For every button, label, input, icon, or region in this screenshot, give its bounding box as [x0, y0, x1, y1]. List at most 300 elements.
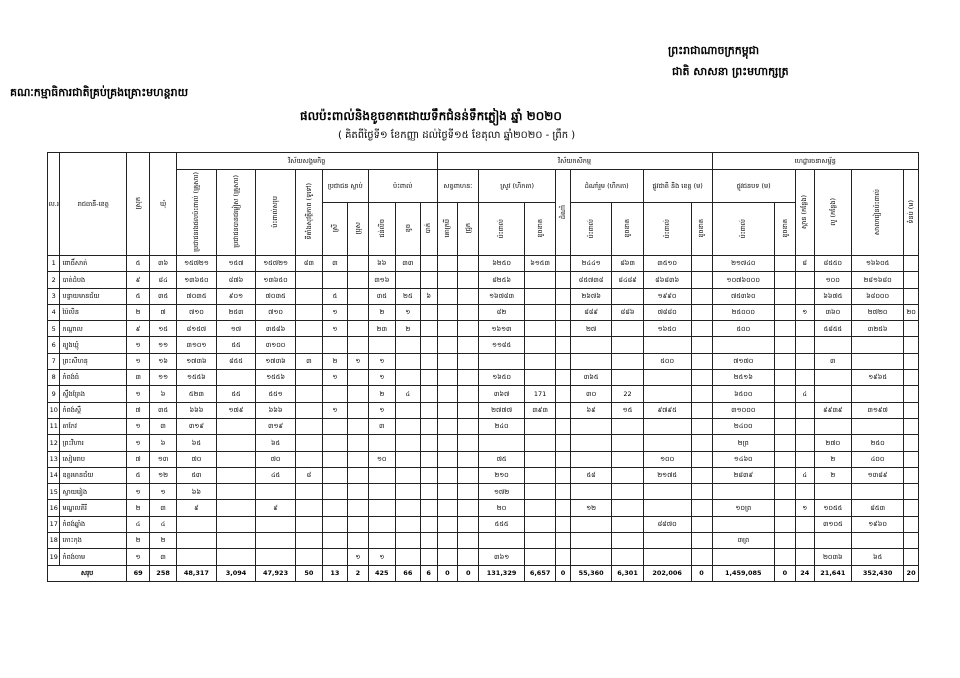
row-number: 15 — [48, 484, 60, 500]
table-cell — [904, 451, 919, 467]
table-cell — [556, 288, 571, 304]
table-cell: ៣ — [150, 418, 177, 434]
table-cell — [775, 386, 796, 402]
table-cell: ៥០០ — [712, 321, 774, 337]
rural-road-damaged-header: ខូចខាត — [775, 203, 796, 256]
table-cell — [524, 353, 555, 369]
table-cell — [437, 418, 458, 434]
table-cell — [852, 533, 904, 549]
table-cell: ២៧ — [570, 321, 612, 337]
rice-header: ស្រូវ (ហិកតា) — [479, 170, 556, 203]
table-cell — [347, 337, 368, 353]
table-cell: ៩៧៩៥ — [643, 402, 691, 418]
table-cell: ២ — [395, 321, 420, 337]
table-cell — [347, 533, 368, 549]
table-cell: ១៦៧៨៣ — [479, 288, 525, 304]
table-cell: ២ — [368, 304, 395, 320]
table-cell — [322, 272, 347, 288]
table-cell — [775, 549, 796, 565]
table-cell — [814, 418, 851, 434]
table-cell — [570, 337, 612, 353]
table-cell — [216, 533, 256, 549]
table-cell — [904, 516, 919, 532]
province-name: ព្រះវិហារ — [60, 435, 127, 451]
table-cell — [395, 418, 420, 434]
table-cell — [524, 337, 555, 353]
table-cell — [295, 418, 322, 434]
total-cell: 3,094 — [216, 565, 256, 581]
male-header: ស្រី — [322, 203, 347, 256]
table-cell — [904, 288, 919, 304]
table-cell: ២ — [127, 500, 150, 516]
table-cell — [347, 451, 368, 467]
table-cell — [458, 256, 479, 272]
table-cell: ១៧២ — [479, 484, 525, 500]
table-cell — [458, 402, 479, 418]
table-cell — [524, 321, 555, 337]
table-cell — [437, 386, 458, 402]
table-row — [48, 402, 919, 418]
shelters-header: ទីតាំងសុវត្ថិភាព (ទូទៅ) — [295, 170, 322, 256]
table-cell: ៧៥ — [479, 451, 525, 467]
table-cell — [556, 516, 571, 532]
table-cell — [479, 533, 525, 549]
table-cell: ៦៦ — [177, 484, 217, 500]
table-cell — [420, 353, 437, 369]
table-cell: ១៥៧២១ — [177, 256, 217, 272]
table-cell: ២៥១៦ — [712, 370, 774, 386]
table-cell — [814, 533, 851, 549]
table-cell: ៥៣ — [177, 467, 217, 483]
table-cell: ១៣ — [150, 451, 177, 467]
table-row — [48, 272, 919, 288]
col-district-header: ស្រុក — [127, 153, 150, 256]
table-cell: ៩ — [256, 500, 296, 516]
table-cell — [395, 353, 420, 369]
table-cell — [795, 533, 814, 549]
table-cell: ៣ — [814, 353, 851, 369]
families-evacuated-header: ប្រជាជនបានជម្លៀស (គ្រួសារ) — [216, 170, 256, 256]
table-cell — [216, 484, 256, 500]
document-subtitle: ( គិតពីថ្ងៃទី១ ខែកញ្ញា ដល់ថ្ងៃទី១៥ ខែតុលា ឆ្នាំ២០២០ - ព្រឹក ) — [338, 130, 576, 141]
table-cell — [420, 435, 437, 451]
table-cell: ៧១០ — [256, 304, 296, 320]
table-cell — [691, 386, 712, 402]
total-row — [48, 565, 919, 581]
table-cell — [458, 435, 479, 451]
row-number: 16 — [48, 500, 60, 516]
table-cell: ១ — [150, 484, 177, 500]
table-cell: ៨២ — [479, 304, 525, 320]
table-cell — [216, 451, 256, 467]
table-cell — [775, 516, 796, 532]
table-cell — [775, 337, 796, 353]
province-name: ស្ទឹងត្រែង — [60, 386, 127, 402]
table-cell — [691, 337, 712, 353]
table-cell — [395, 337, 420, 353]
table-cell — [904, 272, 919, 288]
table-cell — [295, 337, 322, 353]
table-cell: ៥៥ — [216, 337, 256, 353]
table-cell: ៣១៩ — [177, 418, 217, 434]
total-cell: 21,641 — [814, 565, 851, 581]
province-name: កំពង់ចាម — [60, 549, 127, 565]
table-cell — [347, 418, 368, 434]
table-cell: ១១ — [150, 370, 177, 386]
table-cell — [458, 353, 479, 369]
table-cell: ២៧៧៧ — [479, 402, 525, 418]
table-cell — [612, 484, 643, 500]
table-cell — [437, 256, 458, 272]
table-row — [48, 500, 919, 516]
table-cell: ១ — [368, 353, 395, 369]
table-cell: ៦៩ — [570, 402, 612, 418]
table-cell — [322, 467, 347, 483]
table-cell — [524, 435, 555, 451]
table-cell — [691, 516, 712, 532]
table-cell — [295, 370, 322, 386]
table-cell — [458, 370, 479, 386]
table-row — [48, 304, 919, 320]
row-number: 10 — [48, 402, 60, 418]
table-cell — [437, 402, 458, 418]
table-cell: ៨៦៨៣៦ — [643, 272, 691, 288]
table-cell: ៣១៩ — [256, 418, 296, 434]
table-cell — [570, 484, 612, 500]
table-cell — [852, 418, 904, 434]
table-cell — [458, 418, 479, 434]
table-cell: ៦៥ — [852, 549, 904, 565]
house-flooded-header: ជន់លិច — [368, 203, 395, 256]
table-cell: ៨៦៣ — [612, 256, 643, 272]
table-cell — [347, 256, 368, 272]
table-cell — [458, 288, 479, 304]
table-cell — [479, 435, 525, 451]
table-cell: ៧៨៨០ — [643, 304, 691, 320]
table-cell — [524, 500, 555, 516]
table-cell — [524, 304, 555, 320]
families-affected-header: ប្រជាជនរងផលប៉ះពាល់ (គ្រួសារ) — [177, 170, 217, 256]
table-cell — [852, 484, 904, 500]
table-cell — [322, 500, 347, 516]
deaths-header: ប្រជាជន ស្លាប់ — [322, 170, 368, 203]
table-cell: ២៧២០ — [852, 304, 904, 320]
province-name: កំពង់ធំ — [60, 370, 127, 386]
total-cell: 0 — [691, 565, 712, 581]
table-cell — [395, 549, 420, 565]
table-cell — [420, 386, 437, 402]
table-cell — [437, 484, 458, 500]
table-cell — [347, 386, 368, 402]
table-cell: ៩០១ — [216, 288, 256, 304]
table-cell: ២៥៣ — [216, 304, 256, 320]
table-cell — [524, 272, 555, 288]
table-row — [48, 353, 919, 369]
table-cell — [691, 288, 712, 304]
table-cell — [775, 304, 796, 320]
table-cell — [795, 272, 814, 288]
table-row — [48, 256, 919, 272]
table-cell: ១ — [322, 321, 347, 337]
table-cell — [775, 321, 796, 337]
table-row — [48, 451, 919, 467]
table-cell: ៦៦៦ — [256, 402, 296, 418]
table-cell — [570, 533, 612, 549]
table-cell: ១១ — [150, 337, 177, 353]
table-cell — [570, 549, 612, 565]
table-cell — [437, 549, 458, 565]
table-cell: ១ — [322, 370, 347, 386]
table-cell — [643, 386, 691, 402]
table-cell: ២៤០ — [479, 418, 525, 434]
table-cell — [395, 516, 420, 532]
table-cell — [368, 337, 395, 353]
table-cell — [775, 256, 796, 272]
table-cell: ១០ព្រ — [712, 500, 774, 516]
table-cell: ១៥៥៦ — [256, 370, 296, 386]
total-cell: 20 — [904, 565, 919, 581]
table-cell: ១ — [322, 304, 347, 320]
document-title: ផលប៉ះពាល់និងខូចខាតដោយទឹកជំនន់ទឹកភ្លៀង ឆ្នាំ ២០២០ — [300, 109, 562, 123]
table-cell: ៩ — [177, 500, 217, 516]
table-cell — [570, 516, 612, 532]
table-cell — [437, 435, 458, 451]
table-cell: ៧១០ — [177, 304, 217, 320]
table-cell — [420, 516, 437, 532]
total-cell: 6 — [420, 565, 437, 581]
table-cell: ១៥៥៦ — [177, 370, 217, 386]
table-cell — [691, 353, 712, 369]
table-cell — [395, 533, 420, 549]
table-cell — [177, 533, 217, 549]
table-cell: ៨៥៥០ — [814, 256, 851, 272]
table-cell — [368, 533, 395, 549]
agriculture-sector-header: វិស័យកសិកម្ម — [437, 153, 712, 170]
table-cell: ៧០៣៥ — [256, 288, 296, 304]
province-name: កំពង់ស្ពឺ — [60, 402, 127, 418]
table-cell — [295, 533, 322, 549]
total-cell: 131,329 — [479, 565, 525, 581]
table-cell — [395, 467, 420, 483]
table-cell: ៨៣ — [295, 256, 322, 272]
table-cell: ១ — [395, 304, 420, 320]
table-cell — [216, 370, 256, 386]
table-cell — [437, 288, 458, 304]
social-sector-header: វិស័យសង្គមកិច្ច — [177, 153, 437, 170]
rice-damaged-header: ខូចខាត — [524, 203, 555, 256]
table-cell: ៨៥៧៣៨ — [570, 272, 612, 288]
table-cell — [904, 402, 919, 418]
table-cell — [395, 370, 420, 386]
table-cell — [322, 435, 347, 451]
table-cell — [295, 516, 322, 532]
table-cell — [612, 533, 643, 549]
table-cell — [216, 516, 256, 532]
table-cell — [322, 516, 347, 532]
table-cell: ៦៦ — [368, 256, 395, 272]
table-cell — [775, 467, 796, 483]
table-cell — [556, 304, 571, 320]
table-cell: ៣ — [322, 256, 347, 272]
table-row — [48, 418, 919, 434]
table-cell: ១០០ — [814, 272, 851, 288]
table-cell — [795, 370, 814, 386]
table-cell — [852, 337, 904, 353]
table-cell: ៧ — [127, 451, 150, 467]
committee-name: គណៈកម្មាធិការជាតិគ្រប់គ្រងគ្រោះមហន្តរាយ — [10, 86, 189, 99]
table-cell: ៧០ — [256, 451, 296, 467]
table-cell — [458, 516, 479, 532]
table-cell — [368, 435, 395, 451]
table-cell: ២១៧៤០ — [712, 256, 774, 272]
table-cell — [691, 272, 712, 288]
table-cell: ២៤៤១ — [570, 256, 612, 272]
national-road-affected-header: ប៉ះពាល់ — [643, 203, 691, 256]
table-cell: ១ — [368, 370, 395, 386]
table-row — [48, 533, 919, 549]
table-cell: ៨៧៦ — [216, 272, 256, 288]
table-cell — [556, 549, 571, 565]
table-cell — [524, 484, 555, 500]
table-cell — [612, 418, 643, 434]
table-cell: ១២ — [570, 500, 612, 516]
table-cell: ១០០ — [643, 451, 691, 467]
table-cell — [556, 467, 571, 483]
table-cell: ៨៤៨៩ — [612, 272, 643, 288]
table-cell: ៣៦៥ — [570, 370, 612, 386]
table-cell: ១៧ — [216, 321, 256, 337]
table-cell — [524, 418, 555, 434]
pig-header: ជ្រូក — [458, 203, 479, 256]
table-cell — [775, 288, 796, 304]
table-cell: ៣ — [150, 549, 177, 565]
table-cell: ១ — [368, 402, 395, 418]
table-cell — [420, 500, 437, 516]
table-cell — [814, 386, 851, 402]
table-cell: ២៤០០ — [712, 418, 774, 434]
province-name: ស្វាយរៀង — [60, 484, 127, 500]
table-cell — [368, 516, 395, 532]
table-cell: ៣៦ — [150, 256, 177, 272]
table-cell — [347, 304, 368, 320]
table-cell — [322, 549, 347, 565]
table-cell: ៣៥៨៦ — [256, 321, 296, 337]
table-cell: ១០៧៦០០០ — [712, 272, 774, 288]
table-cell: ៣ព្រ — [712, 533, 774, 549]
table-cell — [458, 337, 479, 353]
table-cell: ៣១០០ — [256, 337, 296, 353]
table-cell — [643, 370, 691, 386]
table-cell: ៦ — [420, 288, 437, 304]
row-number: 11 — [48, 418, 60, 434]
table-cell: ៣៦១ — [479, 549, 525, 565]
table-cell — [556, 402, 571, 418]
table-cell — [691, 451, 712, 467]
table-cell: ១១៨៥ — [479, 337, 525, 353]
table-cell: ១ — [795, 500, 814, 516]
province-name: កណ្តាល — [60, 321, 127, 337]
table-cell — [904, 256, 919, 272]
table-cell — [904, 353, 919, 369]
schools-header: សាលារៀនប៉ះពាល់ — [852, 170, 904, 256]
table-cell: ៧៥៣៦០ — [712, 288, 774, 304]
house-collapsed-header: បាក់ — [420, 203, 437, 256]
row-number: 8 — [48, 370, 60, 386]
table-cell: ៨៥៥ — [216, 353, 256, 369]
table-cell: ៣១០០០ — [712, 402, 774, 418]
table-cell — [556, 272, 571, 288]
table-cell: ៦ — [150, 435, 177, 451]
crops-affected-header: ប៉ះពាល់ — [570, 203, 612, 256]
table-cell — [368, 500, 395, 516]
row-number: 1 — [48, 256, 60, 272]
table-cell — [295, 304, 322, 320]
table-cell: ៥ — [322, 288, 347, 304]
table-cell: ២ព្រ — [712, 435, 774, 451]
table-cell: ១៩៦០ — [852, 516, 904, 532]
table-cell — [437, 353, 458, 369]
table-cell — [524, 533, 555, 549]
table-cell: ១៩៦៥ — [852, 370, 904, 386]
table-cell — [556, 435, 571, 451]
total-cell: 425 — [368, 565, 395, 581]
table-cell: ១៥៧ — [216, 256, 256, 272]
cattle-header: គោក្របី — [437, 203, 458, 256]
table-cell — [437, 321, 458, 337]
table-cell — [612, 549, 643, 565]
table-cell: ៨ — [795, 256, 814, 272]
table-cell: ៧ — [150, 304, 177, 320]
table-cell — [256, 549, 296, 565]
table-cell — [612, 353, 643, 369]
table-cell — [524, 370, 555, 386]
table-cell — [904, 321, 919, 337]
table-cell — [458, 549, 479, 565]
table-cell — [643, 484, 691, 500]
province-name: ប៉ៃលិន — [60, 304, 127, 320]
table-cell: ៣ — [150, 500, 177, 516]
total-cell: 0 — [437, 565, 458, 581]
culverts-header: លូ (កន្លែង) — [814, 170, 851, 256]
table-cell — [458, 533, 479, 549]
col-province-header: រាជធានី-ខេត្ត — [60, 153, 127, 256]
table-cell — [904, 500, 919, 516]
table-cell — [420, 451, 437, 467]
table-cell — [643, 549, 691, 565]
table-cell: ៦៦៧៥ — [814, 288, 851, 304]
table-cell: ៦ — [150, 386, 177, 402]
table-cell — [420, 549, 437, 565]
table-cell: ៣ — [368, 418, 395, 434]
table-cell: ៣១០១ — [177, 337, 217, 353]
table-cell — [691, 549, 712, 565]
table-cell — [458, 484, 479, 500]
table-cell — [347, 402, 368, 418]
province-name: បន្ទាយមានជ័យ — [60, 288, 127, 304]
province-name: បាត់ដំបង — [60, 272, 127, 288]
col-commune-header: ឃុំ — [150, 153, 177, 256]
table-cell — [795, 418, 814, 434]
province-name: កំពង់ឆ្នាំង — [60, 516, 127, 532]
table-cell — [256, 516, 296, 532]
table-cell — [612, 467, 643, 483]
table-cell — [479, 353, 525, 369]
table-cell: ៤០០ — [852, 451, 904, 467]
table-cell — [904, 418, 919, 434]
flood-impact-table — [47, 152, 919, 582]
table-cell — [524, 288, 555, 304]
table-cell — [437, 451, 458, 467]
